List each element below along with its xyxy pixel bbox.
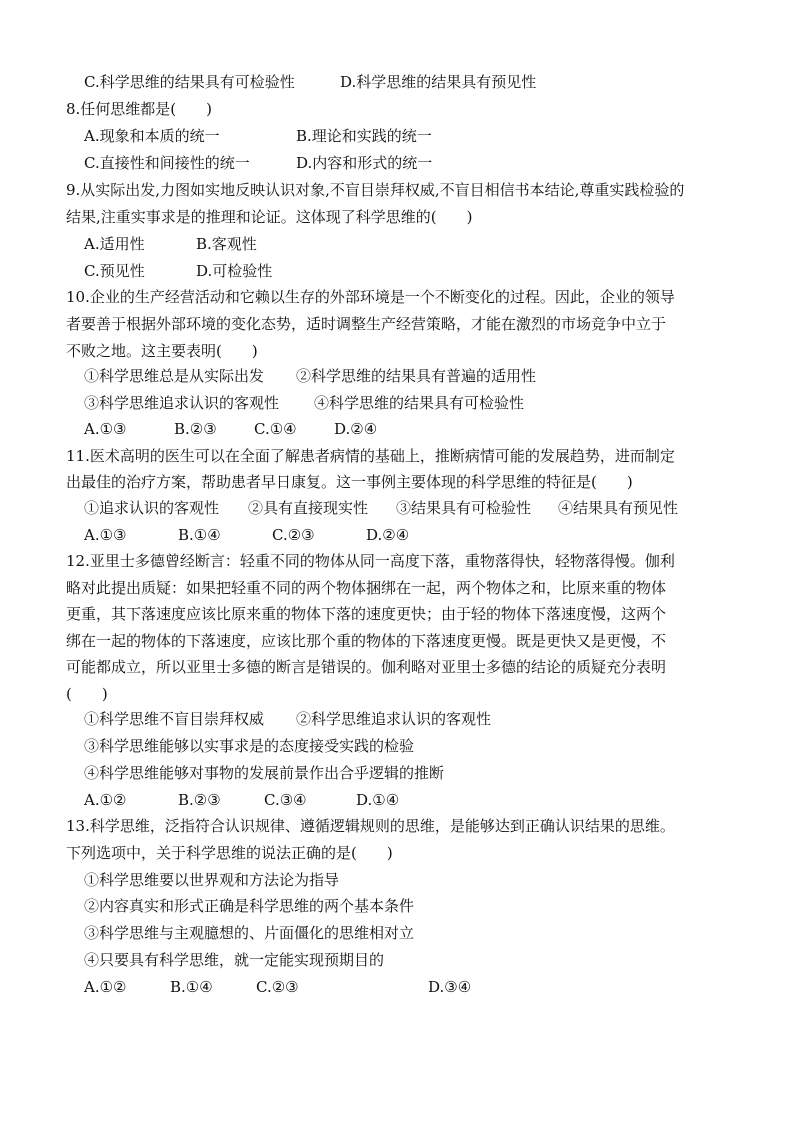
q13-option-c: C.②③ [256,978,299,996]
q13-item-3: ③科学思维与主观臆想的、片面僵化的思维相对立 [84,924,415,942]
q13-stem-line-1: 13.科学思维，泛指符合认识规律、遵循逻辑规则的思维，是能够达到正确认识结果的思维。 [66,817,675,835]
q12-stem-line-1: 12.亚里士多德曾经断言：轻重不同的物体从同一高度下落，重物落得快，轻物落得慢。伽利 [66,552,675,570]
q10-option-c: C.①④ [254,420,297,438]
q13-option-b: B.①④ [170,978,213,996]
q12-option-a: A.①② [84,791,127,809]
q11-options-row [84,525,754,547]
q11-option-b: B.①④ [178,526,221,544]
q9-option-a: A.适用性 [84,235,145,253]
q13-options-row [84,977,754,999]
q10-stem-line-2: 者要善于根据外部环境的变化态势，适时调整生产经营策略，才能在激烈的市场竞争中立于 [66,315,667,333]
q8-option-a: A.现象和本质的统一 [84,127,220,145]
q10-items-row-2 [84,393,754,415]
q12-item-4: ④科学思维能够对事物的发展前景作出合乎逻辑的推断 [84,764,445,782]
q9-option-d: D.可检验性 [196,262,273,280]
q10-item-3: ③科学思维追求认识的客观性 [84,394,280,412]
q8-options-row-1 [84,126,754,148]
q10-item-4: ④科学思维的结果具有可检验性 [314,394,525,412]
q13-option-a: A.①② [84,978,127,996]
q9-stem-line-2: 结果,注重实事求是的推理和论证。这体现了科学思维的( ) [66,208,473,226]
q11-option-a: A.①③ [84,526,127,544]
q13-option-d: D.③④ [428,978,472,996]
q12-item-3: ③科学思维能够以实事求是的态度接受实践的检验 [84,737,415,755]
q10-item-2: ②科学思维的结果具有普遍的适用性 [296,367,537,385]
q11-items-row [84,498,754,520]
q12-stem-line-3: 更重，其下落速度应该比原来重的物体下落的速度更快；由于轻的物体下落速度慢，这两个 [66,605,667,623]
q12-option-d: D.①④ [356,791,400,809]
q11-stem-line-2: 出最佳的治疗方案，帮助患者早日康复。这一事例主要体现的科学思维的特征是( ) [66,473,633,491]
q11-option-d: D.②④ [366,526,410,544]
q8-options-row-2 [84,153,754,175]
q12-stem-line-2: 略对此提出质疑：如果把轻重不同的两个物体捆绑在一起，两个物体之和，比原来重的物体 [66,579,667,597]
q11-item-4: ④结果具有预见性 [558,499,679,517]
q8-option-b: B.理论和实践的统一 [296,127,432,145]
q7-options-row [84,72,754,94]
q13-item-1: ①科学思维要以世界观和方法论为指导 [84,871,340,889]
q10-option-a: A.①③ [84,420,127,438]
q12-option-b: B.②③ [178,791,221,809]
q10-option-d: D.②④ [334,420,378,438]
q11-item-1: ①追求认识的客观性 [84,499,220,517]
q13-stem-line-2: 下列选项中，关于科学思维的说法正确的是( ) [66,844,393,862]
q12-stem-line-6: ( ) [66,685,108,703]
q10-items-row-1 [84,366,754,388]
q12-item-1: ①科学思维不盲目崇拜权威 [84,710,265,728]
q8-option-c: C.直接性和间接性的统一 [84,154,250,172]
q9-option-c: C.预见性 [84,262,145,280]
q13-item-4: ④只要具有科学思维，就一定能实现预期目的 [84,951,385,969]
q11-option-c: C.②③ [272,526,315,544]
q9-option-b: B.客观性 [196,235,257,253]
q12-option-c: C.③④ [264,791,307,809]
q12-item-2: ②科学思维追求认识的客观性 [296,710,492,728]
q10-item-1: ①科学思维总是从实际出发 [84,367,265,385]
q10-stem-line-3: 不败之地。这主要表明( ) [66,342,258,360]
q9-options-row-1 [84,234,754,256]
q10-stem-line-1: 10.企业的生产经营活动和它赖以生存的外部环境是一个不断变化的过程。因此，企业的领导 [66,288,675,306]
q12-items-row-1 [84,709,754,731]
q8-option-d: D.内容和形式的统一 [296,154,433,172]
q12-stem-line-5: 可能都成立，所以亚里士多德的断言是错误的。伽利略对亚里士多德的结论的质疑充分表明 [66,658,667,676]
q11-item-3: ③结果具有可检验性 [396,499,532,517]
q11-stem-line-1: 11.医术高明的医生可以在全面了解患者病情的基础上，推断病情可能的发展趋势，进而制定 [66,447,675,465]
q12-options-row [84,790,754,812]
q13-item-2: ②内容真实和形式正确是科学思维的两个基本条件 [84,897,415,915]
q10-option-b: B.②③ [174,420,217,438]
q12-stem-line-4: 绑在一起的物体的下落速度，应该比那个重的物体的下落速度更慢。既是更快又是更慢，不 [66,632,667,650]
q7-option-d: D.科学思维的结果具有预见性 [340,73,537,91]
q8-stem: 8.任何思维都是( ) [66,100,213,118]
q10-options-row [84,419,754,441]
q9-stem-line-1: 9.从实际出发,力图如实地反映认识对象,不盲目崇拜权威,不盲目相信书本结论,尊重实践检验的 [66,181,685,199]
q11-item-2: ②具有直接现实性 [248,499,369,517]
q7-option-c: C.科学思维的结果具有可检验性 [84,73,295,91]
q9-options-row-2 [84,261,754,283]
